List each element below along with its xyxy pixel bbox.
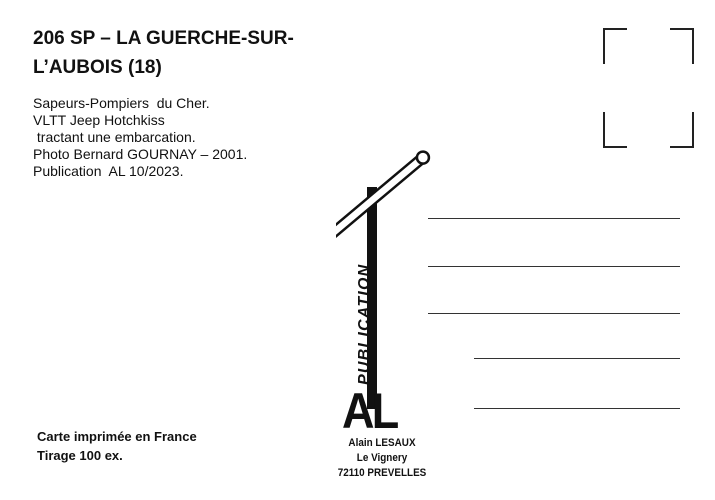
- card-title: [33, 24, 333, 82]
- publisher-logo-letters: AL: [342, 383, 397, 439]
- address-line: [428, 218, 680, 219]
- card-description: [33, 95, 247, 180]
- card-title-line-1: 206 SP – LA GUERCHE-SUR-: [33, 28, 294, 49]
- publisher-name: Alain LESAUX: [348, 437, 416, 449]
- card-title-line-2: L’AUBOIS (18): [33, 57, 162, 78]
- publisher-street: Le Vignery: [356, 452, 408, 464]
- description-line: tractant une embarcation.: [33, 129, 196, 145]
- address-line: [428, 266, 680, 267]
- address-line: [474, 358, 680, 359]
- stamp-corner-bottom-left: [603, 112, 627, 148]
- stamp-corner-bottom-right: [670, 112, 694, 148]
- printed-in-text: Carte imprimée en France: [37, 429, 197, 444]
- print-run-text: Tirage 100 ex.: [37, 448, 123, 463]
- logo-pole-icon: [336, 149, 431, 246]
- stamp-corner-top-right: [670, 28, 694, 64]
- description-line: Photo Bernard GOURNAY – 2001.: [33, 146, 248, 162]
- address-line: [474, 408, 680, 409]
- publication-vertical-text: PUBLICATION: [356, 263, 373, 385]
- stamp-area: [603, 28, 694, 148]
- print-info: [37, 427, 197, 465]
- description-line: Sapeurs-Pompiers du Cher.: [33, 95, 210, 111]
- description-line: VLTT Jeep Hotchkiss: [33, 112, 165, 128]
- publisher-city: 72110 PREVELLES: [337, 467, 427, 479]
- stamp-corner-top-left: [603, 28, 627, 64]
- description-line: Publication AL 10/2023.: [33, 163, 184, 179]
- publisher-address: [324, 436, 439, 481]
- address-line: [428, 313, 680, 314]
